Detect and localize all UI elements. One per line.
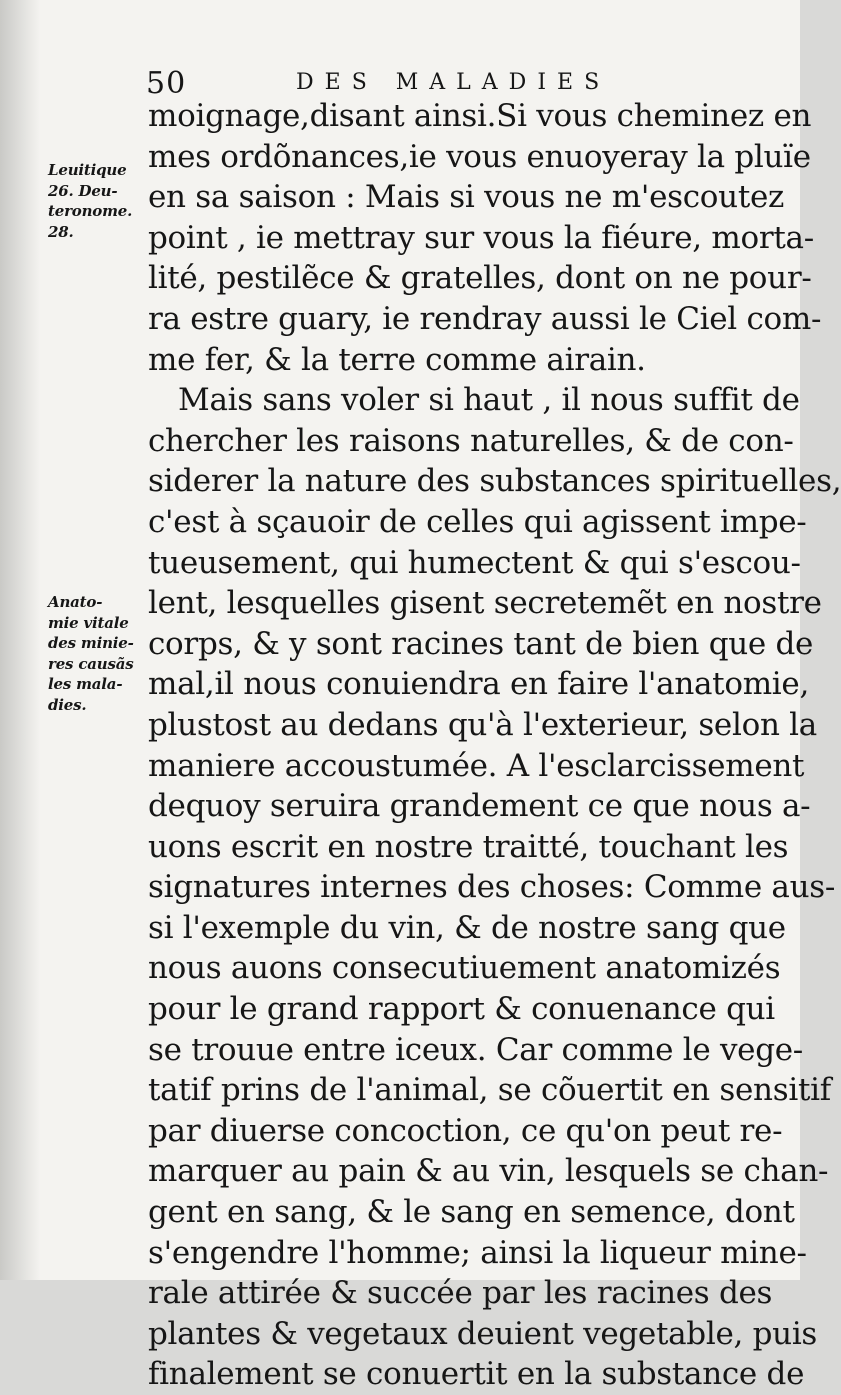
margin-note-line: des minie- xyxy=(48,634,134,653)
text-line: signatures internes des choses: Comme aus- xyxy=(148,869,836,906)
text-line: chercher les raisons naturelles, & de con- xyxy=(148,422,794,459)
text-line: par diuerse concoction, ce qu'on peut re- xyxy=(148,1112,783,1149)
text-line: gent en sang, & le sang en semence, dont xyxy=(148,1194,795,1231)
text-line: lent, lesquelles gisent secretemẽt en nostre xyxy=(148,585,822,622)
margin-note-line: 28. xyxy=(48,222,74,241)
margin-note-leviticus xyxy=(48,160,144,242)
text-line: point , ie mettray sur vous la fiéure, morta- xyxy=(148,219,814,256)
text-line: me fer, & la terre comme airain. xyxy=(148,341,646,378)
text-line: c'est à sçauoir de celles qui agissent impe- xyxy=(148,503,807,540)
text-line: corps, & y sont racines tant de bien que de xyxy=(148,625,814,662)
text-line: en sa saison : Mais si vous ne m'escoutez xyxy=(148,179,785,216)
gutter-shadow xyxy=(0,0,40,1280)
text-line: marquer au pain & au vin, lesquels se chan- xyxy=(148,1153,829,1190)
margin-note-line: mie vitale xyxy=(48,613,129,632)
text-line: mes ordõnances,ie vous enuoyeray la pluïe xyxy=(148,138,811,175)
margin-note-line: dies. xyxy=(48,695,87,714)
margin-note-line: teronome. xyxy=(48,202,133,221)
text-line: se trouue entre iceux. Car comme le vege- xyxy=(148,1031,803,1068)
page-number: 50 xyxy=(146,66,187,101)
text-line: lité, pestilẽce & gratelles, dont on ne pour- xyxy=(148,260,812,297)
text-line: dequoy seruira grandement ce que nous a- xyxy=(148,788,811,825)
text-line: tatif prins de l'animal, se cõuertit en sensitif xyxy=(148,1072,831,1109)
text-line: moignage,disant ainsi.Si vous cheminez en xyxy=(148,98,812,134)
margin-note-line: Leuitique xyxy=(48,161,127,179)
text-line: mal,il nous conuiendra en faire l'anatomie, xyxy=(148,666,810,703)
text-line: siderer la nature des substances spirituelles, xyxy=(148,463,841,500)
text-line: rale attirée & succée par les racines des xyxy=(148,1275,773,1312)
text-line: maniere accoustumée. A l'esclarcissement xyxy=(148,747,805,784)
text-line: s'engendre l'homme; ainsi la liqueur mine- xyxy=(148,1234,807,1271)
text-line: finalement se conuertit en la substance de xyxy=(148,1356,805,1393)
text-line: uons escrit en nostre traitté, touchant les xyxy=(148,828,789,865)
text-line: tueusement, qui humectent & qui s'escou- xyxy=(148,544,801,581)
margin-note-line: 26. Deu- xyxy=(48,181,118,200)
margin-note-line: Anato- xyxy=(48,593,103,611)
text-line: Mais sans voler si haut , il nous suffit de xyxy=(178,382,800,419)
running-head: DES MALADIES xyxy=(296,70,611,95)
text-line: si l'exemple du vin, & de nostre sang que xyxy=(148,909,786,946)
margin-note-line: res causãs xyxy=(48,654,134,673)
text-line: plantes & vegetaux deuient vegetable, puis xyxy=(148,1315,818,1352)
text-line: pour le grand rapport & conuenance qui xyxy=(148,991,775,1028)
margin-note-line: les mala- xyxy=(48,675,123,694)
text-line: plustost au dedans qu'à l'exterieur, selon la xyxy=(148,706,817,743)
text-line: nous auons consecutiuement anatomizés xyxy=(148,950,781,987)
margin-note-anatomie xyxy=(48,592,144,716)
body-text xyxy=(148,96,841,1395)
text-line: ra estre guary, ie rendray aussi le Ciel com- xyxy=(148,300,822,337)
